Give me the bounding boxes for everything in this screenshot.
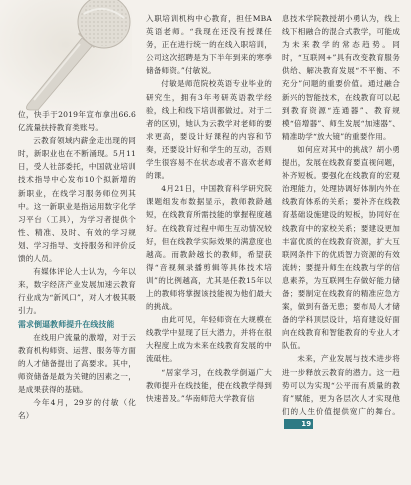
paragraph: 如何应对其中的挑战？胡小勇提出，发展在线教育要直视问题，补齐短板。要强化在线教育的宏观治理能力，处理协调好体制内外在线教育体系的关系；要补齐在线教育基础设施建设的短板，协同好在线教育中的家校关系；要建设更加丰富优质的在线教育资源，扩大互联网条件下的优质智力资源的有效流转；要提升师生在线教与学的信息素养，为互联网生存做好能力储备；要制定在线教育的精准应急方案，做到有备无患；要布局人才储备的学科顶层设计，培育建设好面向在线教育和智能教育的专业人才队伍。 <box>282 144 400 351</box>
column-3 <box>282 12 400 431</box>
paragraph: 位，快手于2019年宣布拿出66.6亿流量扶持教育类账号。 <box>18 110 136 133</box>
paragraph: 云教育领域内薪金走出现的同时，新职业也在不断涌现。5月11日，受人社部委托，中国就业培训技术指导中心发布10个拟新增的新职业，在线学习服务师位列其中。这一新职业是指运用数字化学习平台（工具），为学习者提供个性、精准、及时、有效的学习规划、学习指导、支持服务和评价反馈的人员。 <box>18 136 136 264</box>
paragraph: 今年4月，29岁的付敏（化名） <box>18 398 136 421</box>
paragraph: 在线用户流量的激增，对于云教育机构师资、运营、服务等方面的人才储备提出了高要求。其中，师资储备是最为关键的因素之一，是成果获得的基础。 <box>18 332 136 394</box>
section-heading: 需求倒逼教师提升在线技能 <box>18 319 115 329</box>
paragraph-last <box>282 352 400 431</box>
paragraph: “居家学习，在线教学倒逼广大教师提升在线技能，使在线教学得到快速普及。”华南师范大学教育信 <box>146 367 272 403</box>
column-2 <box>146 12 272 405</box>
microphone-illustration <box>0 0 132 112</box>
paragraph: 息技术学院教授胡小勇认为，线上线下相融合的混合式教学，可能成为未来教学的常态趋势。同时，“互联网+”具有改变教育服务供给、解决教育发展“不平衡、不充分”问题的重要价值。通过融合新兴的智能技术，在线教育可以起到教育资源“连通器”、教育规模“倍增器”、师生发展“加速器”、精准助学“放大镜”的重要作用。 <box>282 14 400 141</box>
paragraph-text: 未来，产业发展与技术进步将进一步释放云教育的潜力。这一趋势可以为实现“公平而有质量的教育”赋能，更为各层次人才实现他们的人生价值提供宽广的舞台。 <box>282 354 400 416</box>
page-number-badge: 19 <box>284 419 313 429</box>
paragraph: 入职培训机构中心教育，担任MBA英语老师。“我现在还没有授课任务，正在进行统一的在线入职培训，公司这次招聘是为下半年到来的寒季储备师资。”付敏说。 <box>146 14 272 76</box>
paragraph: 付敏是师范院校英语专业毕业的研究生，拥有3年考研英语教学经验，线上和线下培训都做过。对于二者的区别，她认为云教学对老师的要求更高，要设计好课程的内容和节奏，还要设计好和学生的互动，否则学生很容易不在状态或者不喜欢老师的课。 <box>146 79 272 181</box>
column-1 <box>18 108 136 422</box>
paragraph: 4月21日，中国教育科学研究院课题组发布数据显示，教师教龄越短，在线教育所需技能的掌握程度越好。在线教育过程中师生互动情况较好，但在线教学实际效果的满意度也越高。而教龄越长的教师，希望获得“音视频录播剪辑等具体技术培训”的比例越高，尤其是任教15年以上的教师将掌握该技能视为他们最大的挑战。 <box>146 184 272 312</box>
paragraph: 有媒体评论人士认为，今年以来，数字经济产业发展加速云教育行业成为“新风口”，对人才极其吸引力。 <box>18 267 136 316</box>
paragraph: 由此可见，年轻师资在大规模在线教学中显现了巨大潜力，并将在很大程度上成为未来在线教育发展的中流砥柱。 <box>146 315 272 364</box>
